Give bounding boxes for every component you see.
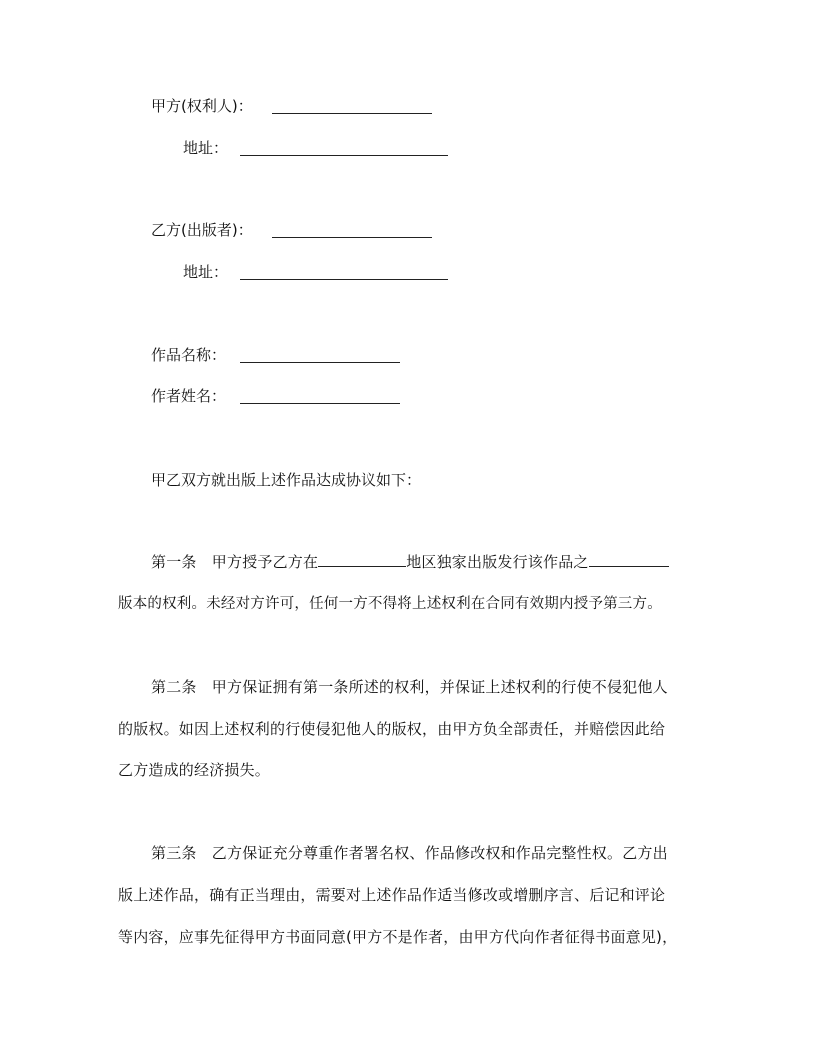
article-1-text-b: 地区独家出版发行该作品之: [406, 553, 589, 571]
party-b-field[interactable]: [272, 237, 432, 238]
edition-field[interactable]: [589, 552, 669, 567]
work-title-label: 作品名称：: [151, 346, 227, 364]
article-1-line-1: [151, 552, 669, 572]
author-name-label: 作者姓名：: [151, 387, 227, 405]
region-field[interactable]: [318, 552, 406, 567]
work-title-field[interactable]: [240, 362, 400, 363]
party-b-label: 乙方(出版者)：: [151, 221, 253, 239]
author-name-field[interactable]: [240, 403, 400, 404]
article-2-line-2: 的版权。如因上述权利的行使侵犯他人的版权，由甲方负全部责任，并赔偿因此给: [118, 720, 666, 738]
article-2-line-3: 乙方造成的经济损失。: [118, 761, 271, 779]
article-1-text-a: 第一条 甲方授予乙方在: [151, 553, 319, 571]
party-b-address-field[interactable]: [240, 279, 448, 280]
article-3-line-2: 版上述作品，确有正当理由，需要对上述作品作适当修改或增删序言、后记和评论: [118, 886, 666, 904]
article-2-line-1: 第二条 甲方保证拥有第一条所述的权利，并保证上述权利的行使不侵犯他人: [151, 678, 668, 696]
article-3-line-3: 等内容，应事先征得甲方书面同意(甲方不是作者，由甲方代向作者征得书面意见)，: [118, 928, 678, 946]
agreement-intro: 甲乙双方就出版上述作品达成协议如下：: [151, 471, 422, 489]
party-b-address-label: 地址：: [183, 263, 229, 281]
party-a-address-label: 地址：: [183, 139, 229, 157]
article-3-line-1: 第三条 乙方保证充分尊重作者署名权、作品修改权和作品完整性权。乙方出: [151, 844, 668, 862]
party-a-label: 甲方(权利人)：: [151, 97, 253, 115]
article-1-line-2: 版本的权利。未经对方许可，任何一方不得将上述权利在合同有效期内授予第三方。: [118, 596, 662, 612]
party-a-field[interactable]: [272, 113, 432, 114]
party-a-address-field[interactable]: [240, 155, 448, 156]
